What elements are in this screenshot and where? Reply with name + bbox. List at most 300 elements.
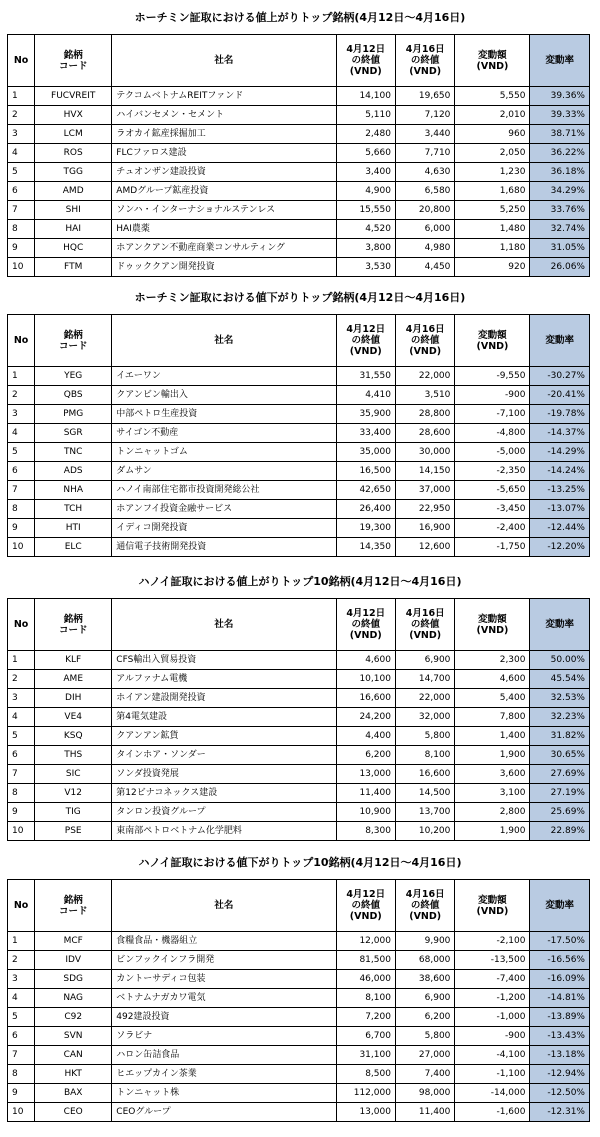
stock-code: THS [35, 746, 112, 765]
close-price-apr12: 16,600 [336, 689, 395, 708]
stock-code: HVX [35, 106, 112, 125]
table-row [8, 538, 590, 557]
header-no: No [8, 880, 35, 932]
close-price-apr12: 81,500 [336, 951, 395, 970]
company-name: FLCファロス建設 [112, 144, 336, 163]
change-rate: -13.43% [530, 1027, 590, 1046]
stock-code: ADS [35, 462, 112, 481]
close-price-apr16: 14,150 [395, 462, 454, 481]
change-rate: 39.33% [530, 106, 590, 125]
close-price-apr16: 13,700 [395, 803, 454, 822]
stock-code: ELC [35, 538, 112, 557]
change-rate: -30.27% [530, 367, 590, 386]
close-price-apr16: 6,580 [395, 182, 454, 201]
price-change: -5,650 [455, 481, 530, 500]
close-price-apr12: 4,400 [336, 727, 395, 746]
close-price-apr12: 14,350 [336, 538, 395, 557]
table-row [8, 746, 590, 765]
row-number: 9 [8, 519, 35, 538]
close-price-apr16: 30,000 [395, 443, 454, 462]
price-change: 2,300 [455, 651, 530, 670]
table-row [8, 765, 590, 784]
stock-code: ROS [35, 144, 112, 163]
price-change: -900 [455, 1027, 530, 1046]
price-change: -5,000 [455, 443, 530, 462]
change-rate: 27.69% [530, 765, 590, 784]
stock-code: SDG [35, 970, 112, 989]
row-number: 10 [8, 258, 35, 277]
close-price-apr12: 14,100 [336, 87, 395, 106]
company-name: ドゥッククアン開発投資 [112, 258, 336, 277]
company-name: カントーサディコ包装 [112, 970, 336, 989]
close-price-apr16: 16,600 [395, 765, 454, 784]
change-rate: -13.25% [530, 481, 590, 500]
row-number: 5 [8, 163, 35, 182]
change-rate: 33.76% [530, 201, 590, 220]
close-price-apr16: 37,000 [395, 481, 454, 500]
close-price-apr16: 7,400 [395, 1065, 454, 1084]
price-change: 5,400 [455, 689, 530, 708]
price-change: -1,000 [455, 1008, 530, 1027]
table-row [8, 803, 590, 822]
table-row [8, 367, 590, 386]
table-row [8, 481, 590, 500]
stock-code: FUCVREIT [35, 87, 112, 106]
row-number: 6 [8, 182, 35, 201]
stock-code: CAN [35, 1046, 112, 1065]
table-row [8, 1103, 590, 1122]
change-rate: 34.29% [530, 182, 590, 201]
change-rate: 39.36% [530, 87, 590, 106]
row-number: 4 [8, 708, 35, 727]
change-rate: -12.94% [530, 1065, 590, 1084]
stock-code: BAX [35, 1084, 112, 1103]
price-change: 1,230 [455, 163, 530, 182]
close-price-apr16: 6,900 [395, 989, 454, 1008]
change-rate: -12.20% [530, 538, 590, 557]
close-price-apr12: 42,650 [336, 481, 395, 500]
close-price-apr16: 5,800 [395, 727, 454, 746]
close-price-apr12: 6,700 [336, 1027, 395, 1046]
price-change: 4,600 [455, 670, 530, 689]
stock-code: FTM [35, 258, 112, 277]
price-change: 2,010 [455, 106, 530, 125]
change-rate: 22.89% [530, 822, 590, 841]
close-price-apr12: 4,900 [336, 182, 395, 201]
stock-code: NHA [35, 481, 112, 500]
row-number: 1 [8, 651, 35, 670]
company-name: 通信電子技術開発投資 [112, 538, 336, 557]
company-name: ダムサン [112, 462, 336, 481]
close-price-apr12: 112,000 [336, 1084, 395, 1103]
close-price-apr12: 16,500 [336, 462, 395, 481]
company-name: テクコムベトナムREITファンド [112, 87, 336, 106]
company-name: ホアンフイ投資金融サービス [112, 500, 336, 519]
company-name: チュオンザン建設投資 [112, 163, 336, 182]
header-rate: 変動率 [530, 315, 590, 367]
price-change: -2,350 [455, 462, 530, 481]
table-row [8, 989, 590, 1008]
company-name: 第12ビナコネックス建設 [112, 784, 336, 803]
row-number: 8 [8, 1065, 35, 1084]
row-number: 7 [8, 201, 35, 220]
close-price-apr16: 14,700 [395, 670, 454, 689]
table-title: ハノイ証取における値下がりトップ10銘柄(4月12日～4月16日) [138, 856, 462, 869]
stock-code: C92 [35, 1008, 112, 1027]
stock-code: HKT [35, 1065, 112, 1084]
table-row [8, 932, 590, 951]
company-name: 東南部ペトロベトナム化学肥料 [112, 822, 336, 841]
close-price-apr16: 27,000 [395, 1046, 454, 1065]
table-row [8, 970, 590, 989]
close-price-apr12: 35,000 [336, 443, 395, 462]
company-name: 492建設投資 [112, 1008, 336, 1027]
company-name: 食糧食品・機器組立 [112, 932, 336, 951]
company-name: 第4電気建設 [112, 708, 336, 727]
row-number: 2 [8, 670, 35, 689]
change-rate: 45.54% [530, 670, 590, 689]
company-name: ベトナムナガカワ電気 [112, 989, 336, 1008]
close-price-apr16: 22,950 [395, 500, 454, 519]
change-rate: -14.81% [530, 989, 590, 1008]
company-name: タインホア・ソンダー [112, 746, 336, 765]
table-title: ハノイ証取における値上がりトップ10銘柄(4月12日～4月16日) [138, 575, 462, 588]
company-name: 中部ペトロ生産投資 [112, 405, 336, 424]
table-title: ホーチミン証取における値下がりトップ銘柄(4月12日～4月16日) [134, 291, 466, 304]
table-row [8, 689, 590, 708]
company-name: ラオカイ鉱産採掘加工 [112, 125, 336, 144]
stock-code: TIG [35, 803, 112, 822]
header-code: 銘柄 コード [35, 315, 112, 367]
table-row [8, 519, 590, 538]
stock-code: MCF [35, 932, 112, 951]
stock-code: TNC [35, 443, 112, 462]
table-row [8, 651, 590, 670]
close-price-apr16: 12,600 [395, 538, 454, 557]
close-price-apr12: 31,100 [336, 1046, 395, 1065]
close-price-apr16: 5,800 [395, 1027, 454, 1046]
table-row [8, 727, 590, 746]
price-change: -900 [455, 386, 530, 405]
row-number: 1 [8, 367, 35, 386]
close-price-apr12: 8,100 [336, 989, 395, 1008]
change-rate: 32.53% [530, 689, 590, 708]
close-price-apr16: 6,000 [395, 220, 454, 239]
close-price-apr16: 10,200 [395, 822, 454, 841]
price-change: -7,100 [455, 405, 530, 424]
row-number: 3 [8, 970, 35, 989]
close-price-apr16: 14,500 [395, 784, 454, 803]
header-change: 変動額 (VND) [455, 880, 530, 932]
row-number: 7 [8, 765, 35, 784]
header-rate: 変動率 [530, 880, 590, 932]
row-number: 3 [8, 125, 35, 144]
table-header-row [8, 880, 590, 932]
company-name: ソラビナ [112, 1027, 336, 1046]
close-price-apr12: 15,550 [336, 201, 395, 220]
header-no: No [8, 599, 35, 651]
table-title: ホーチミン証取における値上がりトップ銘柄(4月12日～4月16日) [134, 11, 466, 24]
company-name: クアンビン輸出入 [112, 386, 336, 405]
table-row [8, 1046, 590, 1065]
row-number: 3 [8, 405, 35, 424]
row-number: 8 [8, 784, 35, 803]
header-close-apr16: 4月16日 の終値 (VND) [395, 599, 454, 651]
company-name: ソンハ・インターナショナルステンレス [112, 201, 336, 220]
change-rate: 25.69% [530, 803, 590, 822]
stock-code: TGG [35, 163, 112, 182]
header-change: 変動額 (VND) [455, 315, 530, 367]
company-name: トンニャットゴム [112, 443, 336, 462]
header-name: 社名 [112, 315, 336, 367]
close-price-apr12: 33,400 [336, 424, 395, 443]
row-number: 7 [8, 481, 35, 500]
close-price-apr16: 3,510 [395, 386, 454, 405]
company-name: トンニャット株 [112, 1084, 336, 1103]
close-price-apr16: 28,800 [395, 405, 454, 424]
company-name: イディコ開発投資 [112, 519, 336, 538]
table-header-row [8, 599, 590, 651]
row-number: 1 [8, 932, 35, 951]
stock-table [7, 34, 590, 277]
stock-code: NAG [35, 989, 112, 1008]
change-rate: -17.50% [530, 932, 590, 951]
row-number: 2 [8, 951, 35, 970]
close-price-apr16: 7,710 [395, 144, 454, 163]
change-rate: -16.56% [530, 951, 590, 970]
change-rate: -20.41% [530, 386, 590, 405]
close-price-apr12: 4,410 [336, 386, 395, 405]
table-row [8, 220, 590, 239]
close-price-apr12: 24,200 [336, 708, 395, 727]
close-price-apr12: 7,200 [336, 1008, 395, 1027]
table-row [8, 708, 590, 727]
company-name: ハロン缶詰食品 [112, 1046, 336, 1065]
close-price-apr12: 5,660 [336, 144, 395, 163]
close-price-apr12: 35,900 [336, 405, 395, 424]
company-name: ハノイ南部住宅都市投資開発総公社 [112, 481, 336, 500]
table-row [8, 500, 590, 519]
close-price-apr16: 98,000 [395, 1084, 454, 1103]
table-row [8, 784, 590, 803]
close-price-apr12: 46,000 [336, 970, 395, 989]
table-header-row [8, 35, 590, 87]
close-price-apr16: 28,600 [395, 424, 454, 443]
close-price-apr12: 13,000 [336, 1103, 395, 1122]
price-change: 1,900 [455, 746, 530, 765]
header-name: 社名 [112, 35, 336, 87]
stock-table [7, 879, 590, 1122]
company-name: サイゴン不動産 [112, 424, 336, 443]
close-price-apr12: 8,500 [336, 1065, 395, 1084]
change-rate: -13.89% [530, 1008, 590, 1027]
close-price-apr12: 5,110 [336, 106, 395, 125]
stock-table [7, 314, 590, 557]
header-close-apr16: 4月16日 の終値 (VND) [395, 880, 454, 932]
close-price-apr12: 11,400 [336, 784, 395, 803]
stock-code: SVN [35, 1027, 112, 1046]
close-price-apr12: 3,400 [336, 163, 395, 182]
close-price-apr12: 10,100 [336, 670, 395, 689]
table-row [8, 1084, 590, 1103]
table-row [8, 125, 590, 144]
change-rate: 36.22% [530, 144, 590, 163]
table-row [8, 670, 590, 689]
price-change: -7,400 [455, 970, 530, 989]
header-name: 社名 [112, 880, 336, 932]
stock-code: AMD [35, 182, 112, 201]
stock-code: IDV [35, 951, 112, 970]
close-price-apr16: 4,980 [395, 239, 454, 258]
table-row [8, 182, 590, 201]
close-price-apr16: 9,900 [395, 932, 454, 951]
header-no: No [8, 35, 35, 87]
header-close-apr16: 4月16日 の終値 (VND) [395, 35, 454, 87]
stock-code: QBS [35, 386, 112, 405]
stock-code: SHI [35, 201, 112, 220]
price-change: 1,900 [455, 822, 530, 841]
price-change: -13,500 [455, 951, 530, 970]
close-price-apr12: 8,300 [336, 822, 395, 841]
change-rate: -12.31% [530, 1103, 590, 1122]
change-rate: 26.06% [530, 258, 590, 277]
table-row [8, 106, 590, 125]
close-price-apr16: 22,000 [395, 367, 454, 386]
row-number: 10 [8, 822, 35, 841]
price-change: -4,100 [455, 1046, 530, 1065]
table-row [8, 144, 590, 163]
header-close-apr16: 4月16日 の終値 (VND) [395, 315, 454, 367]
change-rate: 38.71% [530, 125, 590, 144]
stock-code: CEO [35, 1103, 112, 1122]
company-name: ホイアン建設開発投資 [112, 689, 336, 708]
price-change: 1,480 [455, 220, 530, 239]
header-no: No [8, 315, 35, 367]
close-price-apr16: 16,900 [395, 519, 454, 538]
close-price-apr16: 32,000 [395, 708, 454, 727]
price-change: -9,550 [455, 367, 530, 386]
table-row [8, 951, 590, 970]
company-name: ビンフックインフラ開発 [112, 951, 336, 970]
row-number: 5 [8, 1008, 35, 1027]
close-price-apr12: 6,200 [336, 746, 395, 765]
close-price-apr16: 4,630 [395, 163, 454, 182]
price-change: 1,180 [455, 239, 530, 258]
change-rate: -16.09% [530, 970, 590, 989]
stock-code: LCM [35, 125, 112, 144]
close-price-apr16: 19,650 [395, 87, 454, 106]
change-rate: -14.24% [530, 462, 590, 481]
row-number: 9 [8, 1084, 35, 1103]
stock-code: HQC [35, 239, 112, 258]
table-header-row [8, 315, 590, 367]
close-price-apr16: 6,900 [395, 651, 454, 670]
row-number: 4 [8, 424, 35, 443]
stock-code: AME [35, 670, 112, 689]
table-row [8, 258, 590, 277]
price-change: 5,550 [455, 87, 530, 106]
header-close-apr12: 4月12日 の終値 (VND) [336, 880, 395, 932]
price-change: 920 [455, 258, 530, 277]
row-number: 7 [8, 1046, 35, 1065]
price-change: 7,800 [455, 708, 530, 727]
price-change: -1,200 [455, 989, 530, 1008]
price-change: -3,450 [455, 500, 530, 519]
close-price-apr16: 11,400 [395, 1103, 454, 1122]
header-close-apr12: 4月12日 の終値 (VND) [336, 35, 395, 87]
price-change: -14,000 [455, 1084, 530, 1103]
row-number: 2 [8, 386, 35, 405]
price-change: 1,400 [455, 727, 530, 746]
change-rate: -13.18% [530, 1046, 590, 1065]
change-rate: 31.82% [530, 727, 590, 746]
price-change: 3,100 [455, 784, 530, 803]
row-number: 8 [8, 220, 35, 239]
table-row [8, 201, 590, 220]
close-price-apr12: 13,000 [336, 765, 395, 784]
close-price-apr16: 68,000 [395, 951, 454, 970]
stock-code: SGR [35, 424, 112, 443]
price-change: -4,800 [455, 424, 530, 443]
company-name: イエーワン [112, 367, 336, 386]
header-change: 変動額 (VND) [455, 599, 530, 651]
row-number: 6 [8, 462, 35, 481]
close-price-apr12: 4,600 [336, 651, 395, 670]
close-price-apr16: 3,440 [395, 125, 454, 144]
header-code: 銘柄 コード [35, 599, 112, 651]
close-price-apr12: 4,520 [336, 220, 395, 239]
table-row [8, 405, 590, 424]
header-rate: 変動率 [530, 599, 590, 651]
row-number: 2 [8, 106, 35, 125]
stock-table [7, 598, 590, 841]
row-number: 9 [8, 803, 35, 822]
close-price-apr16: 8,100 [395, 746, 454, 765]
change-rate: 32.23% [530, 708, 590, 727]
header-close-apr12: 4月12日 の終値 (VND) [336, 315, 395, 367]
close-price-apr12: 3,800 [336, 239, 395, 258]
row-number: 3 [8, 689, 35, 708]
change-rate: -14.37% [530, 424, 590, 443]
row-number: 10 [8, 538, 35, 557]
table-row [8, 462, 590, 481]
row-number: 8 [8, 500, 35, 519]
price-change: 5,250 [455, 201, 530, 220]
company-name: タンロン投資グループ [112, 803, 336, 822]
close-price-apr16: 22,000 [395, 689, 454, 708]
row-number: 4 [8, 144, 35, 163]
close-price-apr12: 26,400 [336, 500, 395, 519]
stock-code: KLF [35, 651, 112, 670]
company-name: AMDグループ鉱産投資 [112, 182, 336, 201]
table-row [8, 163, 590, 182]
header-code: 銘柄 コード [35, 35, 112, 87]
header-close-apr12: 4月12日 の終値 (VND) [336, 599, 395, 651]
close-price-apr12: 10,900 [336, 803, 395, 822]
change-rate: -14.29% [530, 443, 590, 462]
price-change: 2,050 [455, 144, 530, 163]
row-number: 4 [8, 989, 35, 1008]
stock-code: VE4 [35, 708, 112, 727]
change-rate: 30.65% [530, 746, 590, 765]
stock-code: YEG [35, 367, 112, 386]
company-name: ヒエップカイン茶業 [112, 1065, 336, 1084]
company-name: CFS輸出入貿易投資 [112, 651, 336, 670]
stock-code: V12 [35, 784, 112, 803]
price-change: 1,680 [455, 182, 530, 201]
price-change: -2,100 [455, 932, 530, 951]
row-number: 6 [8, 1027, 35, 1046]
